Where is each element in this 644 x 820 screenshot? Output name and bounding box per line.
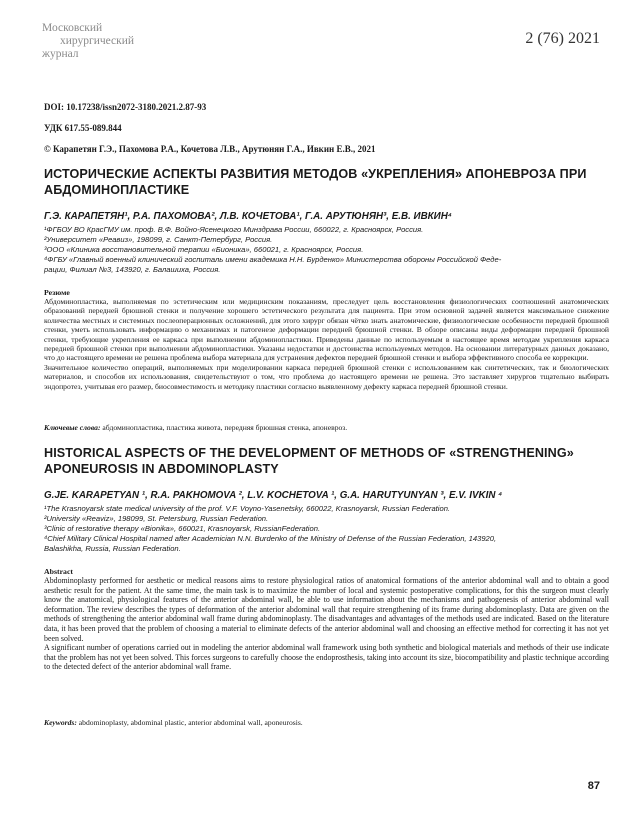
ru-abstract-heading: Резюме: [44, 288, 70, 297]
en-title: [44, 445, 604, 477]
ru-title-line-2: АБДОМИНОПЛАСТИКЕ: [44, 183, 190, 197]
copyright: © Карапетян Г.Э., Пахомова Р.А., Кочетова Л.В., Арутюнян Г.А., Ивкин Е.В., 2021: [44, 144, 376, 154]
en-abstract-heading: Abstract: [44, 567, 74, 576]
ru-affiliation: ¹ФГБОУ ВО КрасГМУ им. проф. В.Ф. Войно-Ясенецкого Минздрава России, 660022, г. Красноярск, Россия.: [44, 225, 424, 234]
logo-line-1: Московский: [42, 22, 103, 34]
ru-abstract: [44, 297, 609, 391]
en-keywords: [44, 718, 609, 727]
doi: DOI: 10.17238/issn2072-3180.2021.2.87-93: [44, 102, 207, 112]
ru-title: [44, 166, 604, 198]
ru-affiliation: ²Университет «Реавиз», 198099, г. Санкт-Петербург, Россия.: [44, 235, 273, 245]
journal-logo: [40, 20, 190, 68]
ru-affiliation: ³ООО «Клиника восстановительной терапии «Бионика», 660021, г. Красноярск, Россия.: [44, 245, 364, 255]
ru-title-line-1: ИСТОРИЧЕСКИЕ АСПЕКТЫ РАЗВИТИЯ МЕТОДОВ «УКРЕПЛЕНИЯ» АПОНЕВРОЗА ПРИ: [44, 167, 587, 181]
en-affiliation: ³Clinic of restorative therapy «Bionika», 660021, Krasnoyarsk, RussianFederation.: [44, 524, 321, 534]
logo-line-3: журнал: [42, 48, 79, 60]
ru-authors: Г.Э. КАРАПЕТЯН¹, Р.А. ПАХОМОВА², Л.В. КОЧЕТОВА¹, Г.А. АРУТЮНЯН³, Е.В. ИВКИН⁴: [44, 211, 452, 222]
en-authors: G.JE. KARAPETYAN ¹, R.A. PAKHOMOVA ², L.V. KOCHETOVA ¹, G.A. HARUTYUNYAN ³, E.V. IVKIN ⁴: [44, 490, 503, 501]
ru-affiliation: рации, Филиал №3, 143920, г. Балашиха, Россия.: [44, 265, 221, 275]
udk: УДК 617.55-089.844: [44, 123, 122, 133]
en-affiliation: ²University «Reaviz», 198099, St. Petersburg, Russian Federation.: [44, 514, 269, 524]
issue-number: 2 (76) 2021: [525, 30, 600, 47]
en-keywords-label: Keywords:: [44, 718, 77, 727]
en-keywords-text: abdominoplasty, abdominal plastic, anterior abdominal wall, aponeurosis.: [76, 718, 303, 727]
en-abstract: [44, 576, 609, 672]
ru-abstract-p2: Значительное количество операций, выполняемых при моделировании каркаса передней брюшной стенки с использованием как синтетических, так и биологических материалов, и способов их использования, свидетельствуют о том, что проблема до настоящего времени не решена. Это заставляет хирургов тщательно выбирать эндопротез, учитывая его размер, биосовместимость и методику пластики согласно выявленному дефекту каркаса передней брюшной стенки.: [44, 362, 609, 391]
page-number: 87: [587, 780, 600, 792]
ru-affiliations: [44, 225, 609, 275]
en-abstract-p2: A significant number of operations carried out in modeling the anterior abdominal wall framework using both synthetic and biological materials and methods of their use indicate that the problem has not yet been solved. This forces surgeons to carefully choose the endoprosthesis, taking into account its size, biocompatibility and plastic technique according to the detected defect of the anterior abdominal wall frame.: [44, 643, 609, 672]
en-affiliations: [44, 504, 609, 554]
en-affiliation: Balashikha, Russia, Russian Federation.: [44, 544, 181, 554]
ru-abstract-p1: Абдоминопластика, выполняемая по эстетическим или медицинским показаниям, преследует цель восстановления физиологических соотношений анатомических образований передней брюшной стенки и получение хорошего эстетического результата для пациента. При этом основной задачей является максимальное снижение количества местных и системных послеоперационных осложнений, для этого хирург обязан чётко знать анатомические, физиологические особенности передней брюшной стенки, уметь использовать информацию о механизмах и патогенезе деформации передней брюшной стенки. В обзоре описаны виды деформации передней брюшной стенки, требующие укрепления ее каркаса при выполнении абдоминопластики. Приведены данные по используемым в настоящее время методам укрепления каркаса передней брюшной стенки при выполнении абдоминопластики. Указаны недостатки и достоинства используемых методов. На основании литературных данных доказано, что до настоящего времени не решена проблема выбора материала для устранения дефектов передней брюшной стенки и выбора эффективного способа ее коррекции.: [44, 297, 609, 363]
en-affiliation: ¹The Krasnoyarsk state medical university of the prof. V.F. Voyno-Yasenetsky, 660022, Krasnoyarsk, Russian Federation.: [44, 504, 451, 513]
ru-keywords: [44, 423, 609, 432]
en-title-line-2: APONEUROSIS IN ABDOMINOPLASTY: [44, 462, 279, 476]
ru-keywords-label: Ключевые слова:: [44, 423, 101, 432]
logo-line-2: хирургический: [60, 35, 135, 47]
en-abstract-p1: Abdominoplasty performed for aesthetic or medical reasons aims to restore physiological ratios of anatomical formations of the anterior abdominal wall and to obtain a good aesthetic result for the patient. At the same time, the main task is to maximize the number of local and systemic postoperative complications, for this the surgeon must clearly know the anatomical, physiological features of the anterior abdominal wall, be able to use information about the mechanisms and pathogenesis of anterior abdominal wall deformation. The review describes the types of deformation of the anterior abdominal wall that require strengthening of its frame during abdominoplasty. Data are given on the methods of strengthening the anterior abdominal wall frame during abdominoplasty. The disadvantages and advantages of the methods used are indicated. Based on the literature data, it has been proved that the problem of choosing a material to eliminate defects of the anterior abdominal wall and choosing an effective method for correcting it has not yet been solved.: [44, 576, 609, 643]
en-title-line-1: HISTORICAL ASPECTS OF THE DEVELOPMENT OF METHODS OF «STRENGTHENING»: [44, 446, 574, 460]
ru-keywords-text: абдоминопластика, пластика живота, передняя брюшная стенка, апоневроз.: [100, 423, 348, 432]
ru-affiliation: ⁴ФГБУ «Главный военный клинический госпиталь имени академика Н.Н. Бурденко» Министерства обороны Российской Феде-: [44, 255, 502, 265]
en-affiliation: ⁴Chief Military Clinical Hospital named after Academician N.N. Burdenko of the Ministry of Defense of the Russian Federation, 143920,: [44, 534, 497, 544]
